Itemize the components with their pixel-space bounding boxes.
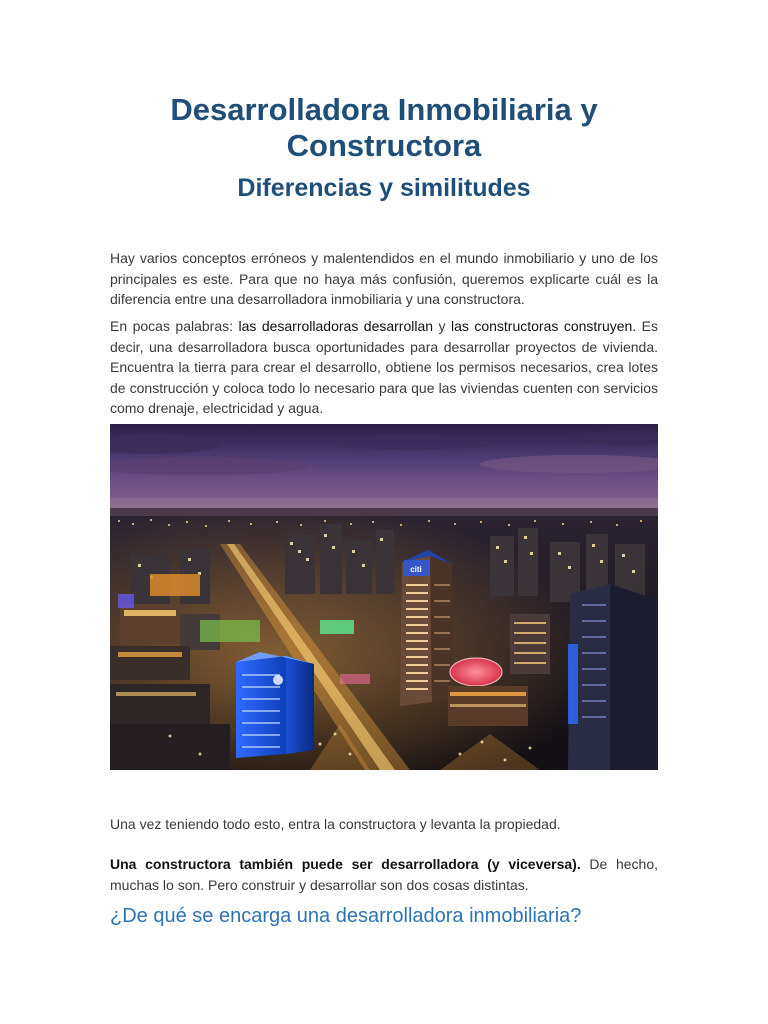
paragraph-builder-step: Una vez teniendo todo esto, entra la constructora y levanta la propiedad. — [110, 816, 561, 832]
tower-logo-text: citi — [410, 565, 422, 574]
paragraph-definition-intro: En pocas palabras: — [110, 318, 239, 334]
document-title: Desarrolladora Inmobiliaria y Constructora — [170, 92, 598, 163]
paragraph-both-roles — [110, 854, 658, 895]
paragraph-definition-joiner: y — [433, 318, 451, 334]
section-heading: ¿De qué se encarga una desarrolladora inmobiliaria? — [110, 905, 582, 927]
paragraph-both-roles-strong: Una constructora también puede ser desarrolladora (y viceversa). — [110, 856, 581, 872]
paragraph-intro: Hay varios conceptos erróneos y malentendidos en el mundo inmobiliario y uno de los principales es este. Para que no haya más confusión, queremos explicarte cuál es la diferencia entre una desarrolladora inmobiliaria y una constructora. — [110, 250, 658, 307]
paragraph-both-roles-rest: De hecho, muchas lo son. Pero construir y desarrollar son dos cosas distintas. — [110, 856, 658, 893]
paragraph-definition-rest: Es decir, una desarrolladora busca oportunidades para desarrollar proyectos de vivienda. Encuentra la tierra para crear el desarrollo, obtiene los permisos necesarios, crea lotes de construcción y coloca todo lo necesario para que las viviendas cuenten con servicios como drenaje, electricidad y agua. — [110, 318, 659, 416]
city-night-photo — [110, 424, 658, 770]
document-subtitle: Diferencias y similitudes — [237, 174, 531, 202]
paragraph-definition-emphasis-builders: las constructoras construyen. — [450, 318, 637, 334]
paragraph-definition — [110, 316, 658, 419]
paragraph-definition-emphasis-developers: las desarrolladoras desarrollan — [238, 318, 434, 334]
